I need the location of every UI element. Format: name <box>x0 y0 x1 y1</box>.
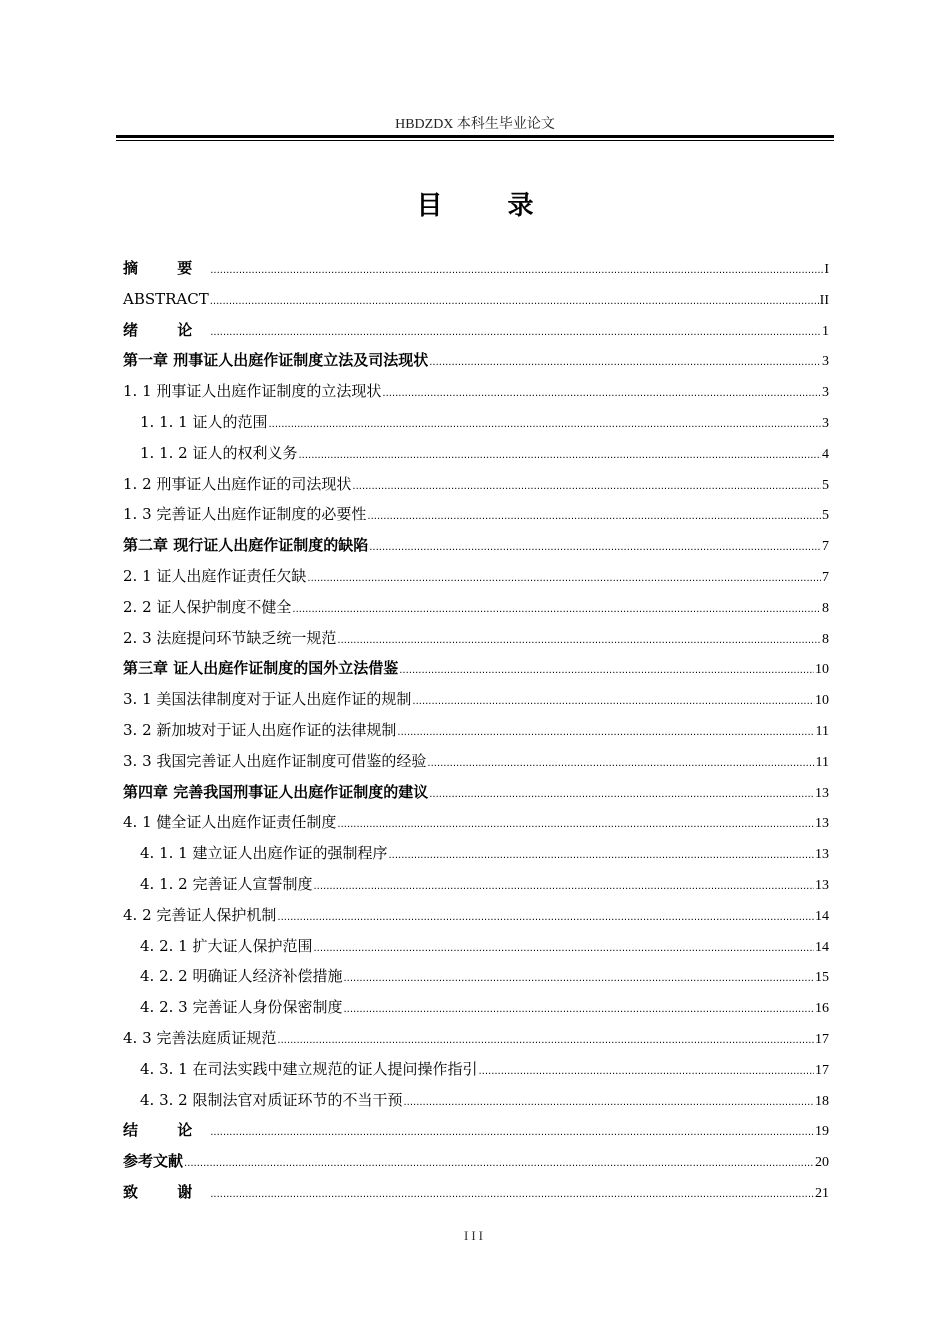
toc-leader-dots <box>352 475 821 499</box>
toc-entry-label: 3. 1 美国法律制度对于证人出庭作证的规制 <box>123 690 412 709</box>
toc-leader-dots <box>397 721 814 745</box>
toc-leader-dots <box>412 690 814 714</box>
toc-leader-dots <box>343 998 814 1022</box>
toc-entry[interactable] <box>123 256 829 287</box>
toc-entry-label: ABSTRACT <box>123 289 209 308</box>
toc-entry-label: 4. 2. 1 扩大证人保护范围 <box>140 936 313 955</box>
toc-entry-page: 7 <box>822 539 829 555</box>
toc-entry[interactable] <box>123 841 829 872</box>
toc-entry-page: 16 <box>815 1001 829 1017</box>
toc-entry-page: 13 <box>815 877 829 893</box>
toc-entry-label: 2. 1 证人出庭作证责任欠缺 <box>123 566 307 585</box>
toc-entry-page: 5 <box>822 477 829 493</box>
toc-entry-page: 14 <box>815 939 829 955</box>
toc-entry-page: 14 <box>815 908 829 924</box>
toc-leader-dots <box>399 659 814 683</box>
toc-entry[interactable] <box>123 595 829 626</box>
toc-entry[interactable] <box>123 318 829 349</box>
toc-entry[interactable] <box>123 533 829 564</box>
toc-entry[interactable] <box>123 872 829 903</box>
toc-leader-dots <box>277 906 814 930</box>
toc-entry[interactable] <box>123 564 829 595</box>
toc-entry[interactable] <box>123 287 829 318</box>
toc-entry[interactable] <box>123 1149 829 1180</box>
running-header: HBDZDX 本科生毕业论文 <box>395 117 555 132</box>
toc-entry[interactable] <box>123 502 829 533</box>
toc-leader-dots <box>337 629 821 653</box>
toc-leader-dots <box>367 505 821 529</box>
toc-entry-label: 4. 1. 2 完善证人宣誓制度 <box>140 874 313 893</box>
toc-entry-label: 参考文献 <box>123 1152 184 1171</box>
toc-leader-dots <box>210 321 821 345</box>
toc-entry[interactable] <box>123 687 829 718</box>
toc-entry-label: 第三章 证人出庭作证制度的国外立法借鉴 <box>123 659 399 678</box>
toc-entry-page: 13 <box>815 816 829 832</box>
toc-entry-page: 13 <box>815 785 829 801</box>
toc-leader-dots <box>382 382 821 406</box>
toc-leader-dots <box>429 783 814 807</box>
toc-entry-page: 8 <box>822 600 829 616</box>
toc-entry[interactable] <box>123 379 829 410</box>
toc-entry-label: 摘 要 <box>123 259 210 277</box>
toc-leader-dots <box>268 413 821 437</box>
toc-leader-dots <box>429 351 821 375</box>
toc-entry-label: 结 论 <box>123 1121 210 1140</box>
toc-leader-dots <box>478 1060 814 1084</box>
toc-leader-dots <box>210 259 823 283</box>
toc-entry-page: 3 <box>822 354 829 370</box>
toc-entry[interactable] <box>123 348 829 379</box>
toc-entry[interactable] <box>123 964 829 995</box>
toc-entry-page: 3 <box>822 385 829 401</box>
toc-entry-page: 15 <box>815 970 829 986</box>
header-rule-thick <box>116 135 834 138</box>
toc-entry-page: 11 <box>815 723 829 739</box>
toc-entry-label: 致 谢 <box>123 1182 210 1201</box>
toc-entry-label: 4. 3. 1 在司法实践中建立规范的证人提问操作指引 <box>140 1059 478 1078</box>
toc-entry-page: 13 <box>815 847 829 863</box>
toc-entry[interactable] <box>123 472 829 503</box>
toc-leader-dots <box>210 1121 814 1145</box>
toc-entry-page: 10 <box>815 662 829 678</box>
toc-leader-dots <box>184 1152 814 1176</box>
toc-leader-dots <box>210 1183 814 1207</box>
toc-entry-page: 3 <box>822 415 829 431</box>
toc-entry-label: 3. 3 我国完善证人出庭作证制度可借鉴的经验 <box>123 751 427 770</box>
toc-leader-dots <box>369 536 821 560</box>
toc-entry-label: 第二章 现行证人出庭作证制度的缺陷 <box>123 536 369 555</box>
toc-entry-page: 11 <box>815 754 829 770</box>
toc-entry[interactable] <box>123 1118 829 1149</box>
toc-entry-label: 2. 3 法庭提问环节缺乏统一规范 <box>123 628 337 647</box>
toc-entry-page: 1 <box>822 323 829 339</box>
toc-entry-page: 4 <box>822 446 829 462</box>
toc-leader-dots <box>388 844 814 868</box>
toc-entry-page: 19 <box>815 1124 829 1140</box>
toc-entry[interactable] <box>123 903 829 934</box>
toc-leader-dots <box>307 567 821 591</box>
header-rule-thin <box>116 140 834 141</box>
toc-leader-dots <box>343 967 814 991</box>
toc-entry-page: 8 <box>822 631 829 647</box>
toc-entry-label: 1. 2 刑事证人出庭作证的司法现状 <box>123 474 352 493</box>
toc-leader-dots <box>298 444 821 468</box>
toc-entry-label: 4. 1. 1 建立证人出庭作证的强制程序 <box>140 844 388 863</box>
toc-entry-label: 4. 1 健全证人出庭作证责任制度 <box>123 813 337 832</box>
toc-entry[interactable] <box>123 626 829 657</box>
toc-leader-dots <box>403 1091 814 1115</box>
toc-leader-dots <box>292 598 821 622</box>
toc-entry-label: 1. 3 完善证人出庭作证制度的必要性 <box>123 505 367 524</box>
toc-entry-label: 4. 2. 3 完善证人身份保密制度 <box>140 998 343 1017</box>
page-number: III <box>464 1228 486 1243</box>
toc-entry-page: 7 <box>822 569 829 585</box>
toc-entry[interactable] <box>123 934 829 965</box>
toc-entry-page: 5 <box>822 508 829 524</box>
toc-title: 目 录 <box>416 191 562 221</box>
toc-entry-label: 1. 1 刑事证人出庭作证制度的立法现状 <box>123 382 382 401</box>
toc-entry-label: 第四章 完善我国刑事证人出庭作证制度的建议 <box>123 782 429 801</box>
toc-entry-label: 第一章 刑事证人出庭作证制度立法及司法现状 <box>123 351 429 370</box>
toc-entry-page: 18 <box>815 1093 829 1109</box>
toc-leader-dots <box>210 290 819 314</box>
toc-entry[interactable] <box>123 995 829 1026</box>
toc-leader-dots <box>337 813 814 837</box>
toc-entry[interactable] <box>123 410 829 441</box>
toc-entry-label: 4. 2. 2 明确证人经济补偿措施 <box>140 967 343 986</box>
toc-entry[interactable] <box>123 780 829 811</box>
toc-entry-label: 3. 2 新加坡对于证人出庭作证的法律规制 <box>123 720 397 739</box>
toc-entry[interactable] <box>123 1026 829 1057</box>
toc-entry-page: 10 <box>815 693 829 709</box>
toc-entry[interactable] <box>123 1088 829 1119</box>
toc-entry[interactable] <box>123 810 829 841</box>
toc-entry[interactable] <box>123 718 829 749</box>
toc-entry-page: 21 <box>815 1185 829 1201</box>
toc-entry-page: II <box>819 292 829 308</box>
toc-entry-label: 绪 论 <box>123 320 210 339</box>
toc-entry-page: I <box>824 262 829 277</box>
toc-leader-dots <box>277 1029 814 1053</box>
toc-entry[interactable] <box>123 1180 829 1211</box>
toc-list <box>123 256 829 1211</box>
toc-entry-page: 20 <box>815 1155 829 1171</box>
toc-entry-label: 4. 2 完善证人保护机制 <box>123 905 277 924</box>
toc-entry-label: 4. 3 完善法庭质证规范 <box>123 1028 277 1047</box>
toc-entry[interactable] <box>123 441 829 472</box>
toc-entry[interactable] <box>123 749 829 780</box>
toc-leader-dots <box>313 937 814 961</box>
toc-entry-page: 17 <box>815 1031 829 1047</box>
toc-leader-dots <box>427 752 814 776</box>
toc-entry-label: 4. 3. 2 限制法官对质证环节的不当干预 <box>140 1090 403 1109</box>
toc-entry[interactable] <box>123 656 829 687</box>
toc-entry-label: 2. 2 证人保护制度不健全 <box>123 597 292 616</box>
toc-leader-dots <box>313 875 814 899</box>
toc-entry[interactable] <box>123 1057 829 1088</box>
toc-entry-label: 1. 1. 2 证人的权利义务 <box>140 443 298 462</box>
toc-entry-page: 17 <box>815 1062 829 1078</box>
toc-entry-label: 1. 1. 1 证人的范围 <box>140 412 268 431</box>
